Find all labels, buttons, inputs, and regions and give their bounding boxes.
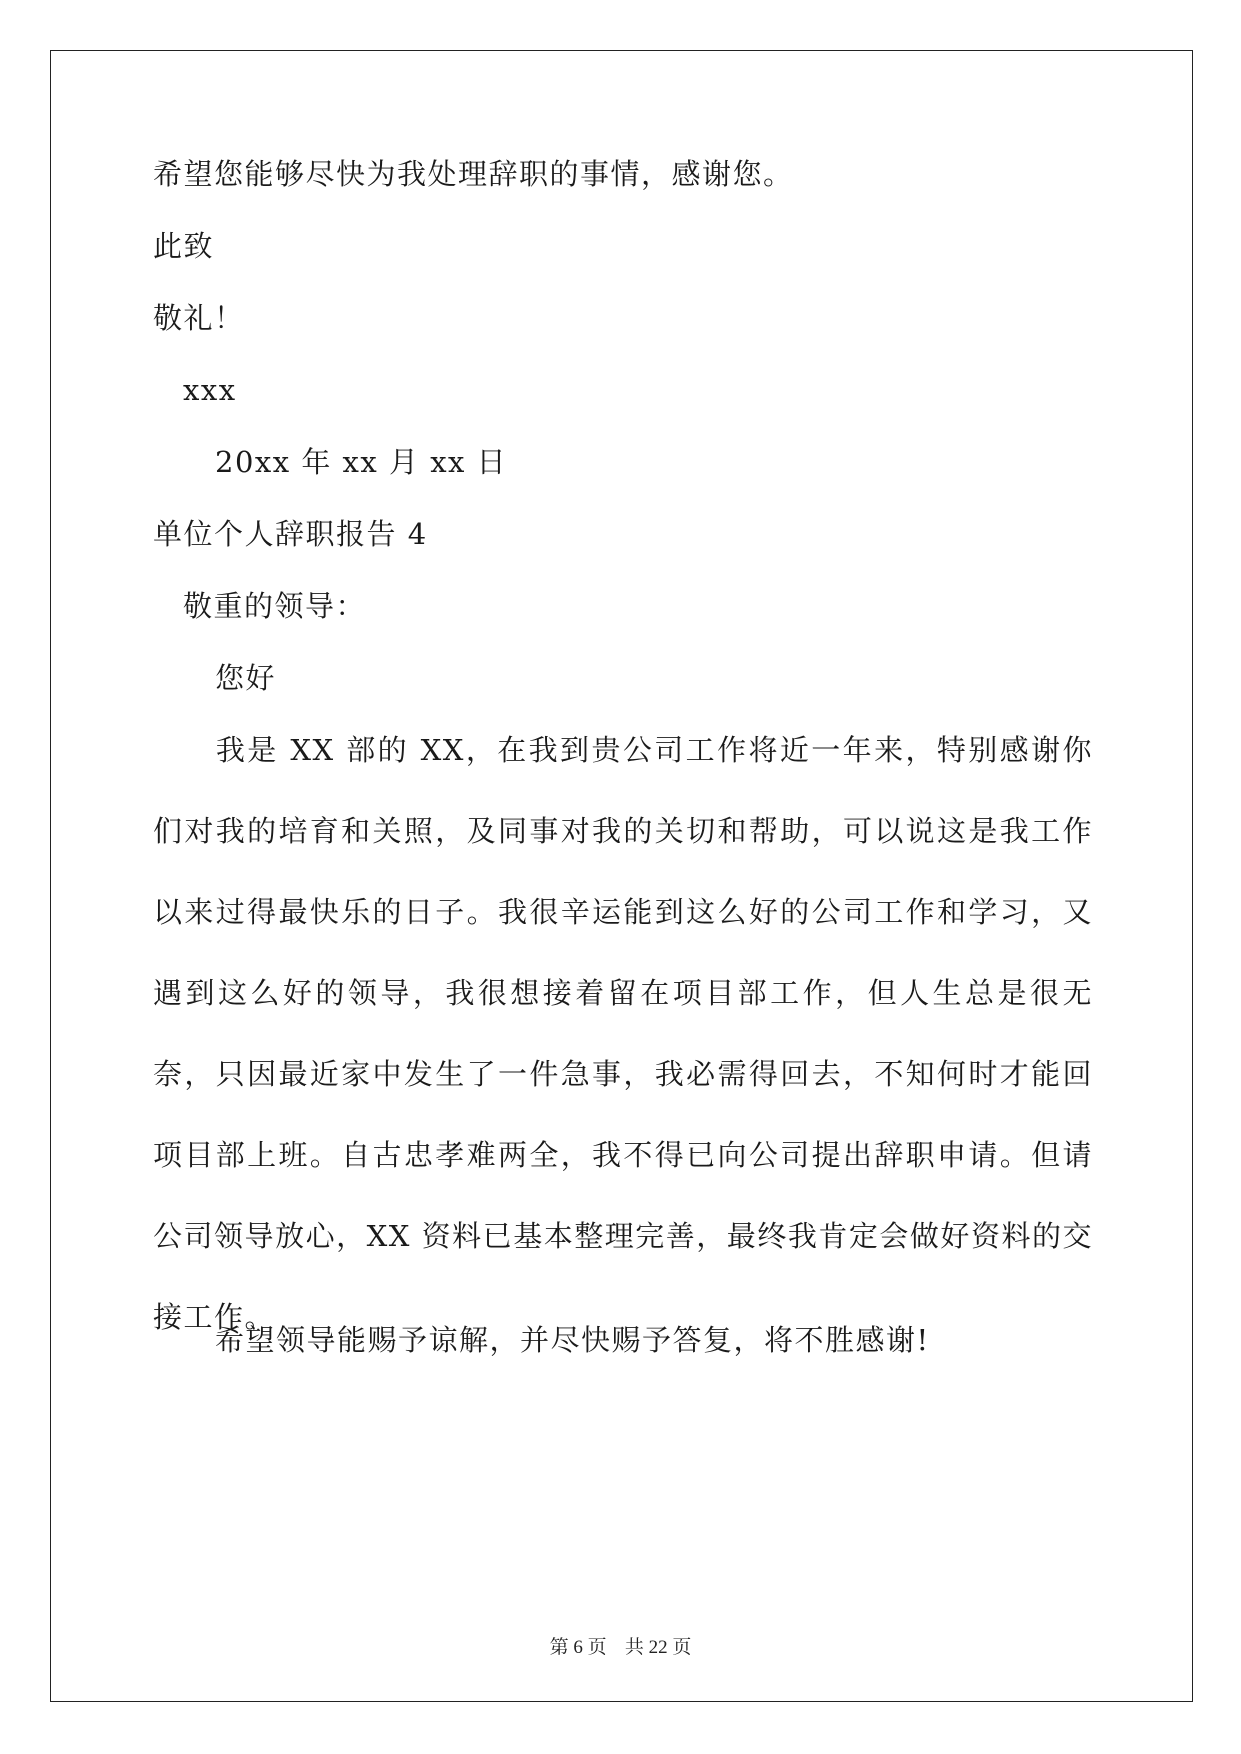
signature-name: xxx bbox=[183, 373, 237, 407]
page-number-total: 共 22 页 bbox=[624, 1637, 692, 1658]
salutation-cizhi: 此致 bbox=[153, 229, 215, 263]
body-paragraph bbox=[153, 710, 1093, 1358]
salutation-jingli: 敬礼！ bbox=[153, 301, 245, 335]
closing-line: 希望您能够尽快为我处理辞职的事情，感谢您。 bbox=[153, 157, 794, 191]
page-number-current: 第 6 页 bbox=[549, 1637, 607, 1658]
page-footer bbox=[0, 1632, 1241, 1659]
section-heading: 单位个人辞职报告 4 bbox=[153, 517, 428, 551]
closing-paragraph-text: 希望领导能赐予谅解，并尽快赐予答复，将不胜感谢! bbox=[215, 1323, 930, 1357]
greeting-hello: 您好 bbox=[215, 661, 277, 695]
greeting-addressee: 敬重的领导： bbox=[183, 589, 367, 623]
body-paragraph-text: 我是 XX 部的 XX，在我到贵公司工作将近一年来，特别感谢你们对我的培育和关照，及同事对我的关切和帮助，可以说这是我工作以来过得最快乐的日子。我很辛运能到这么好的公司工作和学习，又遇到这么好的领导，我很想接着留在项目部工作，但人生总是很无奈，只因最近家中发生了一件急事，我必需得回去，不知何时才能回项目部上班。自古忠孝难两全，我不得已向公司提出辞职申请。但请公司领导放心，XX 资料已基本整理完善，最终我肯定会做好资料的交接工作。 bbox=[153, 733, 1093, 1334]
signature-date: 20xx 年 xx 月 xx 日 bbox=[215, 445, 508, 479]
closing-paragraph bbox=[153, 1300, 1093, 1381]
